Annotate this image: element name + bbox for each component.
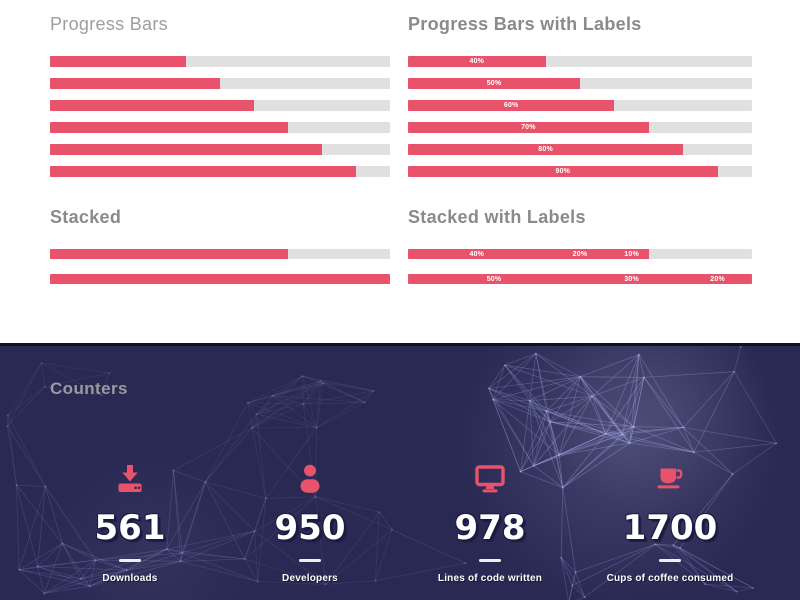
progress-bars-list [50,56,390,177]
progress-fill [254,249,288,259]
counter-label: Lines of code written [437,573,543,584]
progress-track [50,78,390,89]
progress-fill [408,166,718,177]
user-icon [292,461,328,497]
stacked-labeled-title: Stacked with Labels [408,207,586,227]
counters-row [40,461,760,584]
progress-track [408,166,752,177]
progress-fill [220,274,322,284]
progress-bars-labeled-title: Progress Bars with Labels [408,14,642,34]
progress-fill [408,78,580,89]
progress-label: 20% [710,275,725,283]
progress-fill [50,274,220,284]
counters-title: Counters [50,379,128,398]
progress-track [50,166,390,177]
progress-label: 40% [469,250,485,258]
progress-label: 50% [486,80,502,87]
counter-label: Cups of coffee consumed [606,573,734,584]
progress-fill [50,100,254,111]
stacked-title: Stacked [50,207,122,227]
download-icon [112,461,148,497]
progress-bars-labeled-list [408,56,752,177]
progress-track [408,274,752,284]
progress-fill [408,274,580,284]
progress-label: 70% [521,124,536,131]
progress-track [408,78,752,89]
counter-value: 561 [94,508,166,548]
left-column [50,14,390,343]
progress-fill [50,249,186,259]
counter-item [220,461,400,584]
progress-track [50,100,390,111]
counters-section [0,343,800,600]
progress-fill [50,78,220,89]
progress-fill [614,249,648,259]
progress-bars-title: Progress Bars [50,14,168,34]
progress-label: 90% [555,168,571,175]
progress-label: 30% [624,275,639,283]
counter-value: 950 [274,508,346,548]
progress-track [408,122,752,133]
progress-fill [408,56,546,67]
progress-fill [408,122,649,133]
counter-divider [119,559,141,562]
progress-label: 20% [572,250,588,258]
progress-label: 40% [469,58,485,65]
counter-divider [479,559,501,562]
progress-track [50,122,390,133]
progress-fill [408,144,683,155]
counter-divider [659,559,681,562]
stacked-labeled-list [408,249,752,284]
progress-label: 50% [486,275,502,283]
counter-item [40,461,220,584]
progress-fill [580,274,683,284]
counter-divider [299,559,321,562]
counter-value: 1700 [622,508,718,548]
stacked-bars-list [50,249,390,284]
counter-value: 978 [454,508,526,548]
coffee-icon [652,461,688,497]
progress-track [408,100,752,111]
progress-track [50,249,390,259]
progress-track [50,274,390,284]
counters-inner [0,346,800,584]
counter-label: Downloads [102,573,158,584]
right-column [408,14,752,343]
progress-track [408,144,752,155]
progress-label: 10% [624,250,639,258]
counter-label: Developers [282,573,338,584]
progress-fill [408,249,546,259]
progress-track [408,56,752,67]
progress-fill [50,144,322,155]
monitor-icon [472,461,508,497]
progress-fill [50,122,288,133]
progress-fill [546,249,615,259]
progress-track [408,249,752,259]
counter-item [580,461,760,584]
progress-label: 60% [503,102,519,109]
progress-track [50,56,390,67]
progress-fill [408,100,614,111]
progress-fill [322,274,390,284]
progress-fill [683,274,752,284]
counter-item [400,461,580,584]
progress-fill [50,166,356,177]
progress-track [50,144,390,155]
progress-label: 80% [538,146,553,153]
progress-fill [50,56,186,67]
progress-fill [186,249,254,259]
